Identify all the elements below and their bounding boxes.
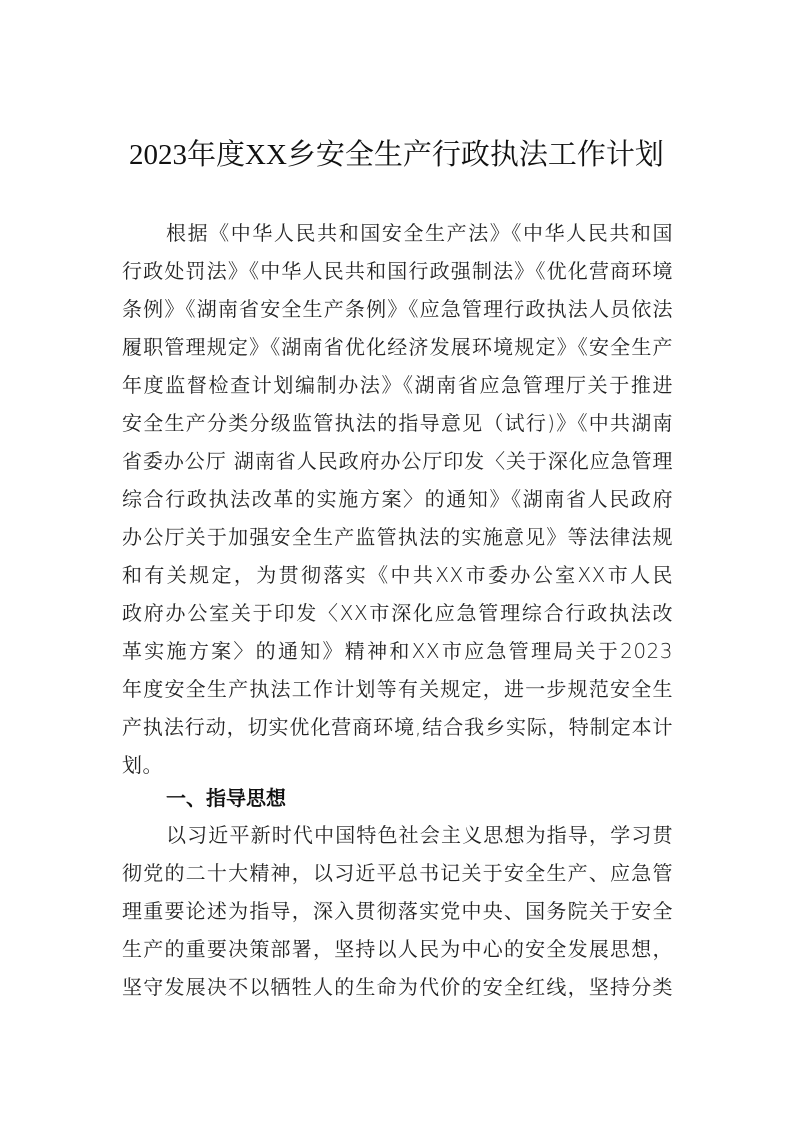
text-line: 年度安全生产执法工作计划等有关规定，进一步规范安全生 — [122, 677, 673, 701]
text-line: 产执法行动，切实优化营商环境,结合我乡实际，特制定本计 — [122, 715, 673, 739]
text-line: 坚守发展决不以牺牲人的生命为代价的安全红线，坚持分类 — [122, 975, 673, 999]
document-title: 2023年度XX乡安全生产行政执法工作计划 — [129, 139, 664, 171]
text-line: 安全生产分类分级监管执法的指导意见（试行)》《中共湖南 — [122, 411, 673, 435]
text-line: 行政处罚法》《中华人民共和国行政强制法》《优化营商环境 — [122, 259, 673, 283]
text-line: 办公厅关于加强安全生产监管执法的实施意见》等法律法规 — [122, 525, 673, 549]
section-heading: 一、指导思想 — [166, 786, 286, 810]
text-line: 生产的重要决策部署，坚持以人民为中心的安全发展思想， — [122, 937, 673, 961]
text-line: 划。 — [122, 753, 163, 777]
text-line: 彻党的二十大精神，以习近平总书记关于安全生产、应急管 — [122, 861, 673, 885]
text-line: 和有关规定，为贯彻落实《中共XX市委办公室XX市人民 — [122, 563, 673, 587]
text-line: 以习近平新时代中国特色社会主义思想为指导，学习贯 — [166, 823, 673, 847]
paragraph-intro — [122, 214, 673, 784]
text-line: 综合行政执法改革的实施方案〉的通知》《湖南省人民政府 — [122, 487, 673, 511]
text-line: 条例》《湖南省安全生产条例》《应急管理行政执法人员依法 — [122, 297, 673, 321]
paragraph-guiding-ideology — [122, 816, 673, 1006]
text-line: 政府办公室关于印发〈XX市深化应急管理综合行政执法改 — [122, 601, 673, 625]
text-line: 省委办公厅 湖南省人民政府办公厅印发〈关于深化应急管理 — [122, 449, 673, 473]
document-body — [122, 214, 673, 1006]
text-line: 根据《中华人民共和国安全生产法》《中华人民共和国 — [166, 221, 673, 245]
text-line: 理重要论述为指导，深入贯彻落实党中央、国务院关于安全 — [122, 899, 673, 923]
text-line: 年度监督检查计划编制办法》《湖南省应急管理厅关于推进 — [122, 373, 673, 397]
text-line: 履职管理规定》《湖南省优化经济发展环境规定》《安全生产 — [122, 335, 673, 359]
text-line: 革实施方案〉的通知》精神和XX市应急管理局关于2023 — [122, 639, 673, 663]
